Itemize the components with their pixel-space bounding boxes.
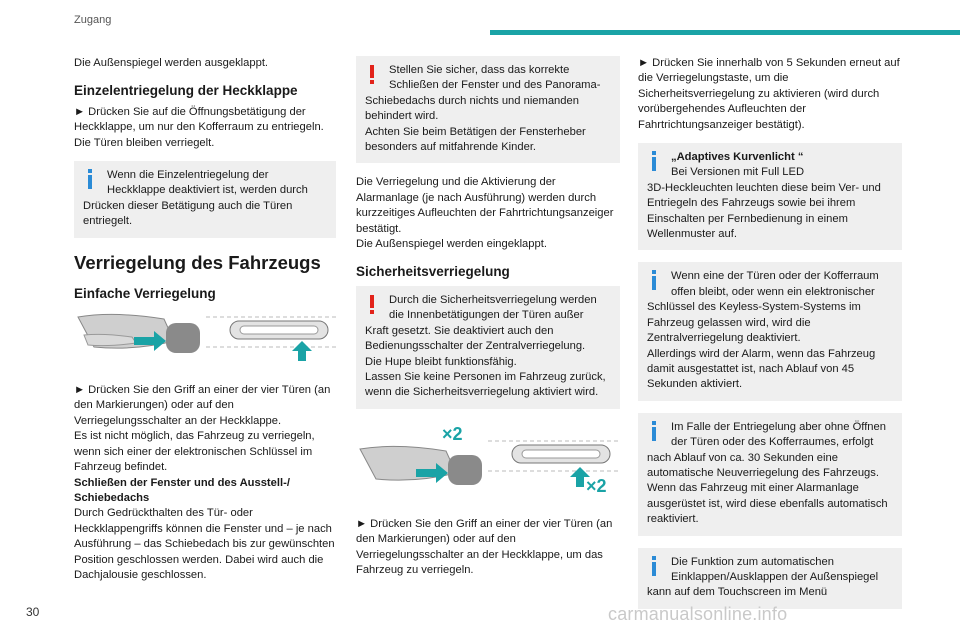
warning-icon: [370, 295, 374, 308]
info-text: Allerdings wird der Alarm, wenn das Fahrzeug damit ausgestattet ist, nach Ablauf von 45 Sekunden aktiviert.: [647, 347, 876, 391]
column-3: [638, 56, 902, 609]
heading-einfach: Einfache Verriegelung: [74, 285, 216, 301]
info-box: [638, 413, 902, 536]
info-icon: [652, 151, 656, 155]
info-text: Schlüssel des Keyless-System-Systems im Fahrzeug gelassen wird, wird die Zentralverriegelung deaktiviert.: [647, 301, 861, 345]
heading-sicherheit: Sicherheitsverriegelung: [356, 264, 510, 280]
info-icon: [652, 270, 656, 274]
info-text: offen bleibt, oder wenn ein elektronischer: [671, 285, 875, 298]
info-box: [638, 143, 902, 250]
info-text: nach Ablauf von ca. 30 Sekunden eine automatische Neuverriegelung des Fahrzeugs. Wenn das Fahrzeug mit einer Alarmanlage ausgerüstet ist, wird diese ebenfalls automatisch reaktiviert.: [647, 451, 888, 526]
info-icon: [88, 169, 92, 173]
press-count-label: ×2: [442, 423, 463, 444]
warning-icon: [370, 65, 374, 78]
paragraph: Es ist nicht möglich, das Fahrzeug zu verriegeln, wenn sich einer der elektronischen Schlüssel im Fahrzeug befindet.: [74, 430, 315, 474]
info-icon: [652, 556, 656, 560]
paragraph: ► Drücken Sie den Griff an einer der vier Türen (an den Markierungen) oder auf den Verriegelungsschalter an der Heckklappe.: [74, 384, 331, 427]
warning-text: Achten Sie beim Betätigen der Fensterheber besonders auf mitfahrende Kinder.: [365, 125, 586, 154]
warning-text: Schiebedachs durch nichts und niemanden behindert wird.: [365, 94, 579, 123]
info-text: Im Falle der Entriegelung aber ohne Öffnen: [671, 420, 886, 433]
header-accent-bar: [490, 30, 960, 35]
watermark: carmanualsonline.info: [608, 604, 788, 624]
info-text: Wenn eine der Türen oder der Kofferraum: [671, 270, 879, 283]
info-title: „Adaptives Kurvenlicht “: [671, 151, 804, 164]
warning-text: Durch die Sicherheitsverriegelung werden: [389, 293, 597, 306]
warning-box: [356, 56, 620, 163]
warning-text: Kraft gesetzt. Sie deaktiviert auch den Bedienungsschalter der Zentralverriegelung.: [365, 324, 586, 353]
info-text: Wenn die Einzelentriegelung der: [107, 169, 269, 182]
info-icon: [652, 421, 656, 425]
paragraph: Durch Gedrückthalten des Tür- oder Heckklappengriffs können die Fenster und – je nach Ausführung – das Schiebedach bis zur gewünschten Position geschlossen werden. Dabei wird auch die Dachjalousie geschlossen.: [74, 507, 335, 581]
paragraph: Die Verriegelung und die Aktivierung der Alarmanlage (je nach Ausführung) werden durch kurzzeitiges Aufleuchten der Fahrtrichtungsanzeiger bestätigt.: [356, 176, 614, 235]
warning-text: Die Hupe bleibt funktionsfähig.: [365, 355, 517, 368]
page-number: 30: [26, 605, 40, 619]
info-box: [74, 161, 336, 238]
info-text: der Türen oder des Kofferraumes, erfolgt: [671, 436, 874, 449]
press-count-label: ×2: [586, 475, 607, 496]
column-2: [356, 56, 620, 588]
info-text: 3D-Heckleuchten leuchten diese beim Ver- und Entriegeln des Fahrzeugs sowie bei ihrem Einschalten per Fernbedienung in einem Wellenmuster auf.: [647, 181, 881, 241]
bold-subheading: Schließen der Fenster und des Ausstell-/ Schiebedachs: [74, 476, 290, 504]
warning-text: Schließen der Fenster und des Panorama-: [389, 79, 601, 92]
warning-box: [356, 286, 620, 409]
info-box: [638, 262, 902, 400]
paragraph: ► Drücken Sie den Griff an einer der vier Türen (an den Markierungen) oder auf den Verriegelungsschalter an der Heckklappe, um das Fahrzeug zu verriegeln.: [356, 517, 613, 576]
info-box: [638, 548, 902, 609]
info-text: Heckklappe deaktiviert ist, werden durch Drücken dieser Betätigung auch die Türen entriegelt.: [83, 184, 308, 228]
paragraph: ► Drücken Sie auf die Öffnungsbetätigung der Heckklappe, um nur den Kofferraum zu entriegeln. Die Türen bleiben verriegelt.: [74, 105, 324, 149]
handle-icon: [74, 307, 336, 371]
double-press-illustration: [356, 423, 618, 503]
section-header: Zugang: [74, 14, 112, 26]
info-text: Einklappen/Ausklappen der Außenspiegel: [671, 570, 879, 583]
warning-text: Stellen Sie sicher, dass das korrekte: [389, 64, 570, 76]
section-title: Verriegelung des Fahrzeugs: [74, 251, 321, 273]
warning-text: die Innenbetätigungen der Türen außer: [389, 309, 584, 322]
info-text: kann auf dem Touchscreen im Menü: [647, 586, 828, 599]
column-1: [74, 56, 336, 593]
heading-heckklappe: Einzelentriegelung der Heckklappe: [74, 83, 298, 99]
info-text: Die Funktion zum automatischen: [671, 555, 834, 568]
handle-icon: [356, 423, 620, 503]
paragraph: Die Außenspiegel werden ausgeklappt.: [74, 57, 269, 69]
info-text: Bei Versionen mit Full LED: [671, 166, 805, 179]
paragraph: ► Drücken Sie innerhalb von 5 Sekunden erneut auf die Verriegelungstaste, um die Sicherheitsverriegelung zu aktivieren (wird durch vorübergehendes Aufleuchten der Fahrtrichtungsanzeiger bestätigt).: [638, 57, 900, 131]
warning-text: Lassen Sie keine Personen im Fahrzeug zurück, wenn die Sicherheitsverriegelung aktiviert wird.: [365, 370, 606, 399]
door-handle-illustration: [74, 307, 336, 371]
paragraph: Die Außenspiegel werden eingeklappt.: [356, 238, 547, 251]
